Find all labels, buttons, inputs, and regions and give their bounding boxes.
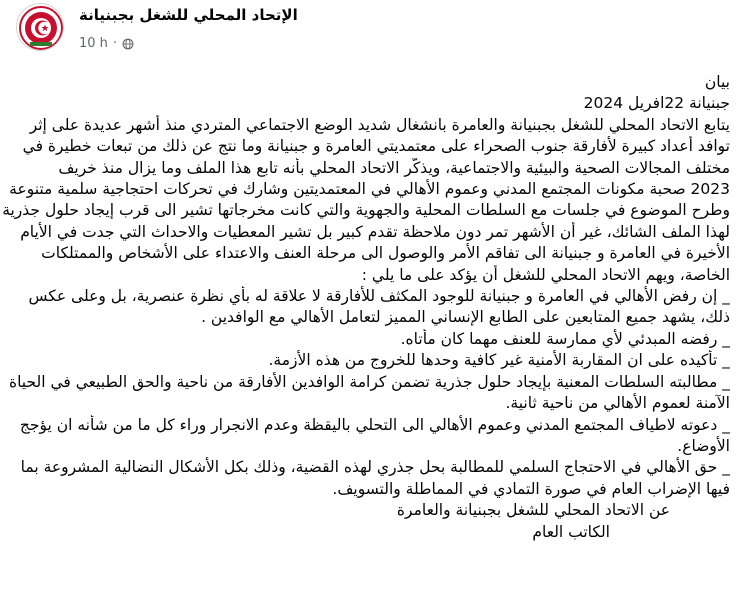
paragraph-line: الأخيرة في العامرة و جبنيانة الى تفاقم الأمر والوصول الى مرحلة العنف والاعتداء على الأشخاص والممتلكات [41,244,730,263]
paragraph-line: توافد أعداد كبيرة لأفارقة جنوب الصحراء على معتمديتي العامرة و جبنيانة وما نتج عن ذلك من تبعات خطيرة في [22,137,730,156]
point-line: _ حق الأهالي في الاحتجاج السلمي للمطالبة بحل جذري لهذه القضية، وذلك بكل الأشكال النضالية المشروعة بما [20,458,730,477]
paragraph-line: 2023 صحبة مكونات المجتمع المدني وعموم الأهالي في المعتمديتين وشارك في تحركات احتجاجية سلمية متنوعة [9,180,730,199]
signature: عن الاتحاد المحلي للشغل بجبنيانة والعامرة [396,501,670,520]
page-avatar[interactable] [16,3,64,51]
post-title: بيان [704,73,730,91]
meta-separator: · [112,36,118,51]
paragraph-line: الخاصة، ويهم الاتحاد المحلي للشغل أن يؤكد على ما يلي : [361,265,730,284]
point-line: الآمنة لعموم الأهالي من ناحية ثانية. [505,394,730,413]
paragraph-line: لهذا الملف الشائك، غير أن الأشهر تمر دون ملاحظة تقدم كبير بل تشير المعطيات والاحداث التي جدت في الأيام [20,222,730,241]
post-timestamp[interactable]: 10 h [79,36,108,51]
point-line: _ مطالبته السلطات المعنية بإيجاد حلول جذرية تضمن كرامة الوافدين الأفارقة من ناحية والحق الطبيعي في الحياة [8,372,730,391]
paragraph-line: وطرح الموضوع في جلسات مع السلطات المحلية والجهوية والتي كانت مخرجاتها تشير الى قرب إيجاد حلول جذرية [2,201,730,220]
paragraph-line: مختلف المجالات الصحية والبيئية والاجتماعية، ويذكّر الاتحاد المحلي بأنه تابع هذا الملف وما يزال منذ خريف [58,158,730,177]
point-line: فيها الإضراب العام في صورة التمادي في المماطلة والتسويف. [332,479,730,498]
point-line: _ تأكيده على ان المقاربة الأمنية غير كافية وحدها للخروج من هذه الأزمة. [268,351,730,370]
point-line: _ رفضه المبدئي لأي ممارسة للعنف مهما كان مأتاه. [400,329,730,348]
paragraph-line: يتابع الاتحاد المحلي للشغل بجبنيانة والعامرة بانشغال شديد الوضع الاجتماعي المتردي منذ أشهر عديدة على إثر [29,115,730,134]
signature-title: الكاتب العام [532,522,610,541]
point-line: _ إن رفض الأهالي في العامرة و جبنيانة للوجود المكثف للأفارقة لا علاقة له بأي نظرة عنصرية، بل وعلى عكس [28,287,730,306]
post-body [0,72,730,543]
page-name[interactable]: الإتحاد المحلي للشغل بجبنيانة [79,6,298,24]
point-line: _ دعوته لاطياف المجتمع المدني وعموم الأهالي الى التحلي باليقظة وعدم الانجرار وراء كل ما من شأنه ان يؤجج [19,415,730,434]
post-header [0,0,743,64]
post-meta [79,36,134,51]
ugtt-logo-icon [17,4,64,51]
point-line: ذلك، يشهد جميع المتابعين على الطابع الإنساني المميز لتعامل الأهالي مع الوافدين . [201,308,730,327]
globe-icon[interactable] [122,38,134,50]
post-date: جبنيانة 22افريل 2024 [583,94,730,113]
point-line: الأوضاع. [677,436,730,455]
